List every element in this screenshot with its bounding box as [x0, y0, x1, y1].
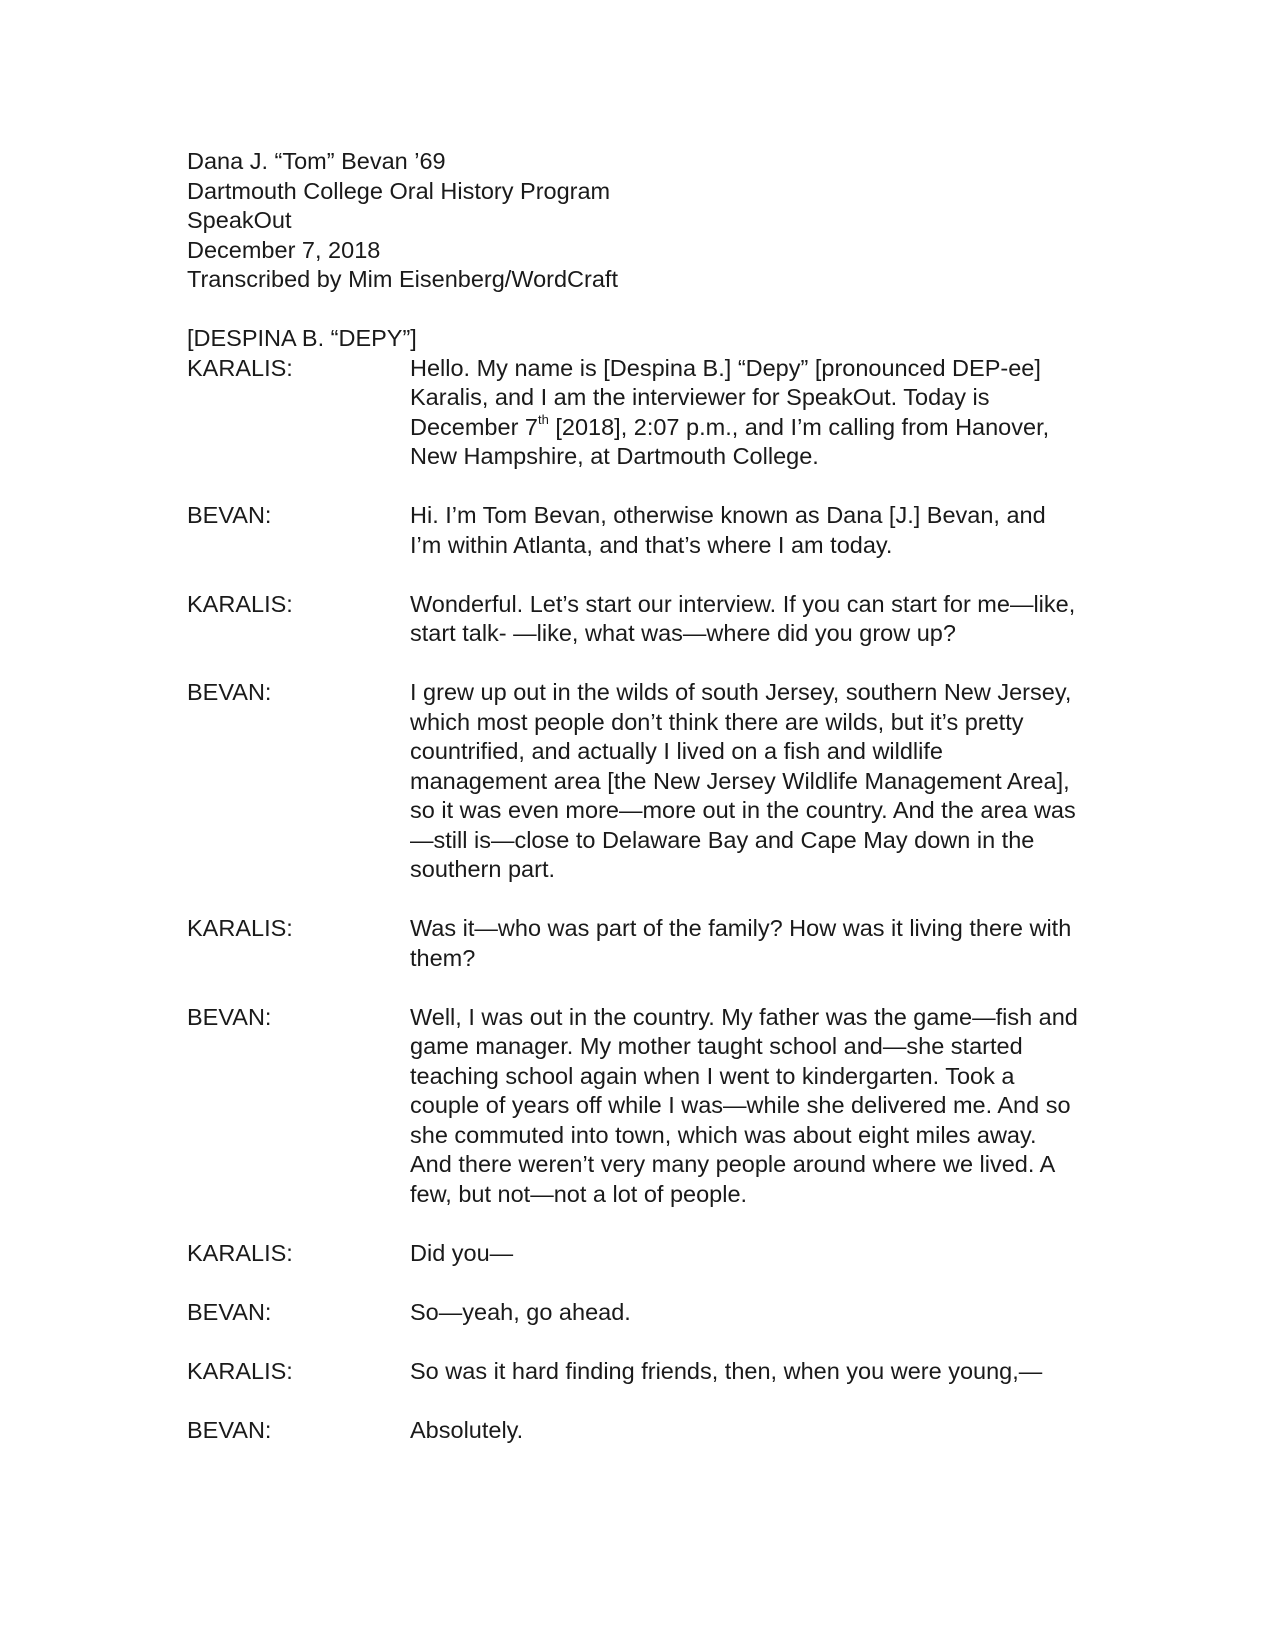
- speaker-label: KARALIS:: [187, 354, 293, 381]
- ordinal-superscript: th: [538, 411, 549, 427]
- dialogue-text: I grew up out in the wilds of south Jersey, southern New Jersey, which most people don’t think there are wilds, but it’s pretty countrified, and actually I lived on a fish and wildlife management area [the New Jersey Wildlife Management Area], so it was even more—more out in the country. And the area was—still is—close to Delaware Bay and Cape May down in the southern part.: [410, 679, 1076, 882]
- dialogue-text: Well, I was out in the country. My father was the game—fish and game manager. My mother taught school and—she started teaching school again when I went to kindergarten. Took a couple of years off while I was—while she delivered me. And so she commuted into town, which was about eight miles away. And there weren’t very many people around where we lived. A few, but not—not a lot of people.: [410, 1003, 1078, 1207]
- interviewee-name: Dana J. “Tom” Bevan ’69: [187, 148, 446, 174]
- dialogue-turn: [187, 354, 1087, 472]
- dialogue-turn: [187, 501, 1087, 560]
- dialogue-turn: [187, 590, 1087, 649]
- speaker-label: KARALIS:: [187, 1357, 293, 1384]
- speaker-label: KARALIS:: [187, 1239, 293, 1266]
- dialogue-text: So—yeah, go ahead.: [410, 1298, 631, 1325]
- project-name: SpeakOut: [187, 207, 292, 233]
- transcript-header: [187, 147, 1087, 295]
- speaker-label: BEVAN:: [187, 1003, 272, 1030]
- transcript-page: [187, 147, 1087, 1475]
- dialogue-turn: [187, 1357, 1087, 1387]
- dialogue-text: [410, 354, 1082, 472]
- speaker-label: KARALIS:: [187, 590, 293, 617]
- dialogue-text: So was it hard finding friends, then, when you were young,—: [410, 1357, 1043, 1384]
- dialogue-turn: [187, 1239, 1087, 1269]
- dialogue-turn: [187, 1298, 1087, 1328]
- dialogue-text: Hi. I’m Tom Bevan, otherwise known as Dana [J.] Bevan, and I’m within Atlanta, and that’s where I am today.: [410, 502, 1046, 558]
- speaker-label: BEVAN:: [187, 679, 272, 705]
- dialogue-text: Was it—who was part of the family? How was it living there with them?: [410, 915, 1072, 971]
- dialogue-text-part: Hello. My name is [Despina B.] “Depy” [pronounced DEP-ee] Karalis, and I am the interviewer for SpeakOut. Today is December 7: [410, 354, 1041, 440]
- speaker-full-name-prefix: [DESPINA B. “DEPY”]: [187, 325, 417, 351]
- dialogue-turn: [187, 678, 1087, 885]
- interview-date: December 7, 2018: [187, 236, 381, 263]
- dialogue-text-part: [2018], 2:07 p.m., and I’m calling from Hanover, New Hampshire, at Dartmouth College.: [410, 413, 1050, 469]
- dialogue-text: Wonderful. Let’s start our interview. If you can start for me—like, start talk- —like, what was—where did you grow up?: [410, 590, 1076, 646]
- dialogue-turn: [187, 1416, 1087, 1446]
- speaker-label: BEVAN:: [187, 1416, 272, 1443]
- dialogue-text: Did you—: [410, 1239, 514, 1266]
- dialogue-turn: [187, 914, 1087, 973]
- dialogue-text: Absolutely.: [410, 1416, 524, 1443]
- speaker-label: KARALIS:: [187, 915, 293, 941]
- speaker-label: BEVAN:: [187, 1298, 272, 1325]
- transcriber-credit: Transcribed by Mim Eisenberg/WordCraft: [187, 266, 618, 292]
- dialogue-turn: [187, 1003, 1087, 1210]
- program-name: Dartmouth College Oral History Program: [187, 177, 611, 204]
- speaker-label: BEVAN:: [187, 502, 272, 528]
